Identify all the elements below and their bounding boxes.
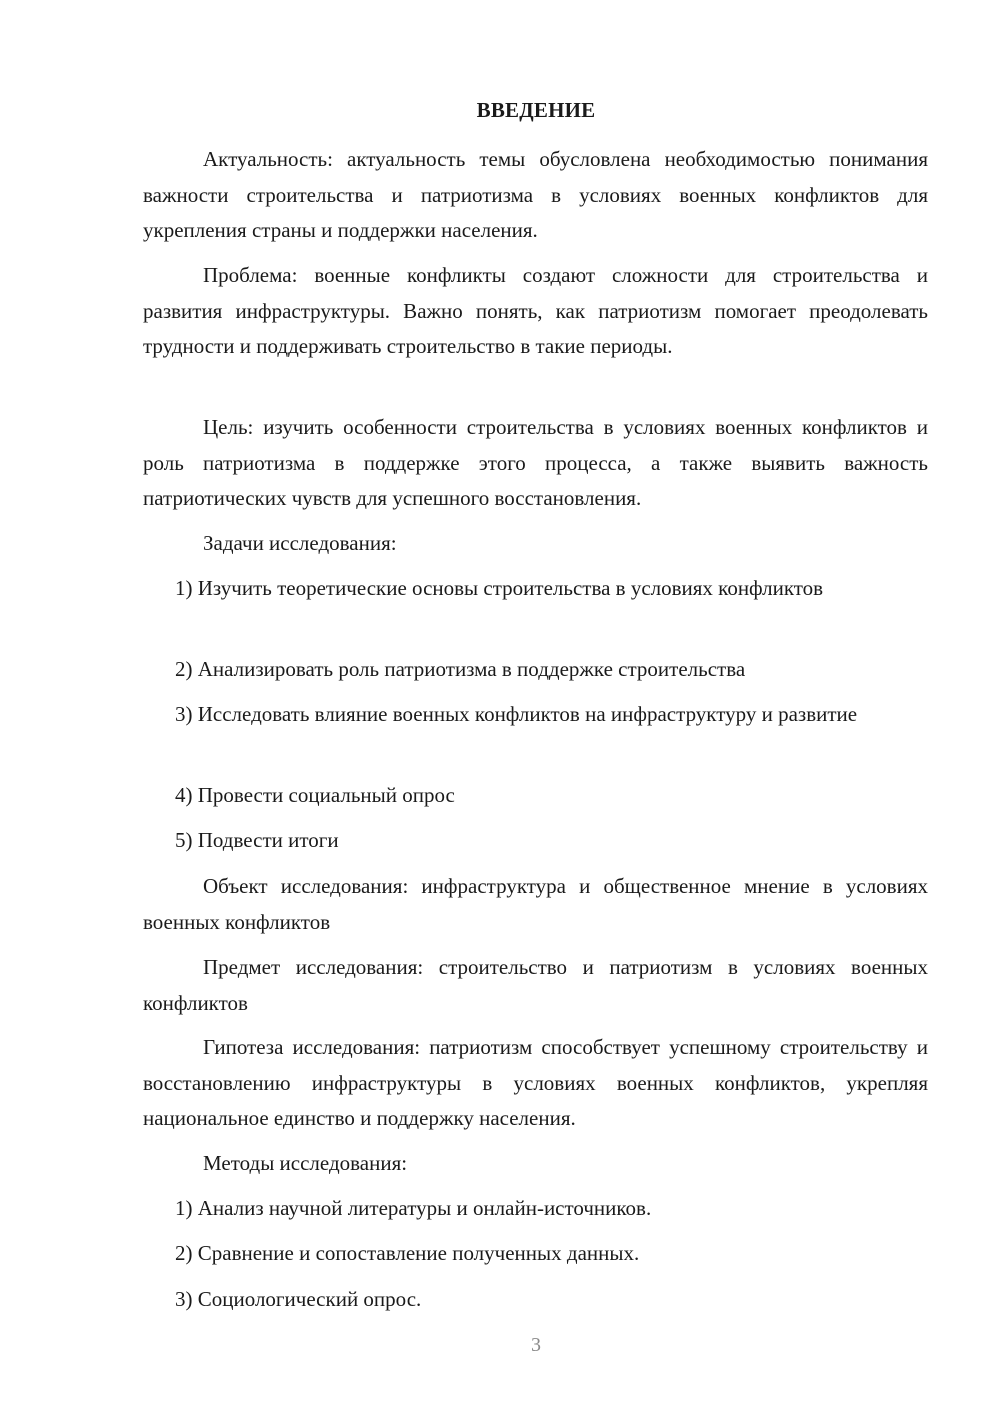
methods-title: Методы исследования: xyxy=(203,1151,408,1175)
paragraph-hypothesis: Гипотеза исследования: патриотизм способствует успешному строительству и восстановлению инфраструктуры в условиях военных конфликтов, укрепляя национальное единство и поддержку населения. xyxy=(143,1035,928,1130)
method-item-1: 1) Анализ научной литературы и онлайн-источников. xyxy=(175,1196,652,1220)
paragraph-problem: Проблема: военные конфликты создают сложности для строительства и развития инфраструктуры. Важно понять, как патриотизм помогает преодолевать трудности и поддерживать строительство в такие периоды. xyxy=(143,263,928,358)
paragraph-goal: Цель: изучить особенности строительства в условиях военных конфликтов и роль патриотизма в поддержке этого процесса, а также выявить важность патриотических чувств для успешного восстановления. xyxy=(143,415,928,510)
page-number: 3 xyxy=(531,1334,541,1356)
task-item-3: 3) Исследовать влияние военных конфликтов на инфраструктуру и развитие xyxy=(175,702,858,726)
method-item-2: 2) Сравнение и сопоставление полученных данных. xyxy=(175,1241,640,1265)
tasks-title: Задачи исследования: xyxy=(203,531,397,555)
page-heading: ВВЕДЕНИЕ xyxy=(476,98,596,122)
task-item-4: 4) Провести социальный опрос xyxy=(175,783,455,807)
method-item-3: 3) Социологический опрос. xyxy=(175,1287,422,1311)
paragraph-relevance: Актуальность: актуальность темы обусловлена необходимостью понимания важности строительства и патриотизма в условиях военных конфликтов для укрепления страны и поддержки населения. xyxy=(143,147,928,242)
paragraph-subject: Предмет исследования: строительство и патриотизм в условиях военных конфликтов xyxy=(143,955,928,1015)
task-item-5: 5) Подвести итоги xyxy=(175,828,339,852)
task-item-2: 2) Анализировать роль патриотизма в поддержке строительства xyxy=(175,657,746,681)
task-item-1: 1) Изучить теоретические основы строительства в условиях конфликтов xyxy=(175,576,824,600)
paragraph-object: Объект исследования: инфраструктура и общественное мнение в условиях военных конфликтов xyxy=(143,874,928,934)
